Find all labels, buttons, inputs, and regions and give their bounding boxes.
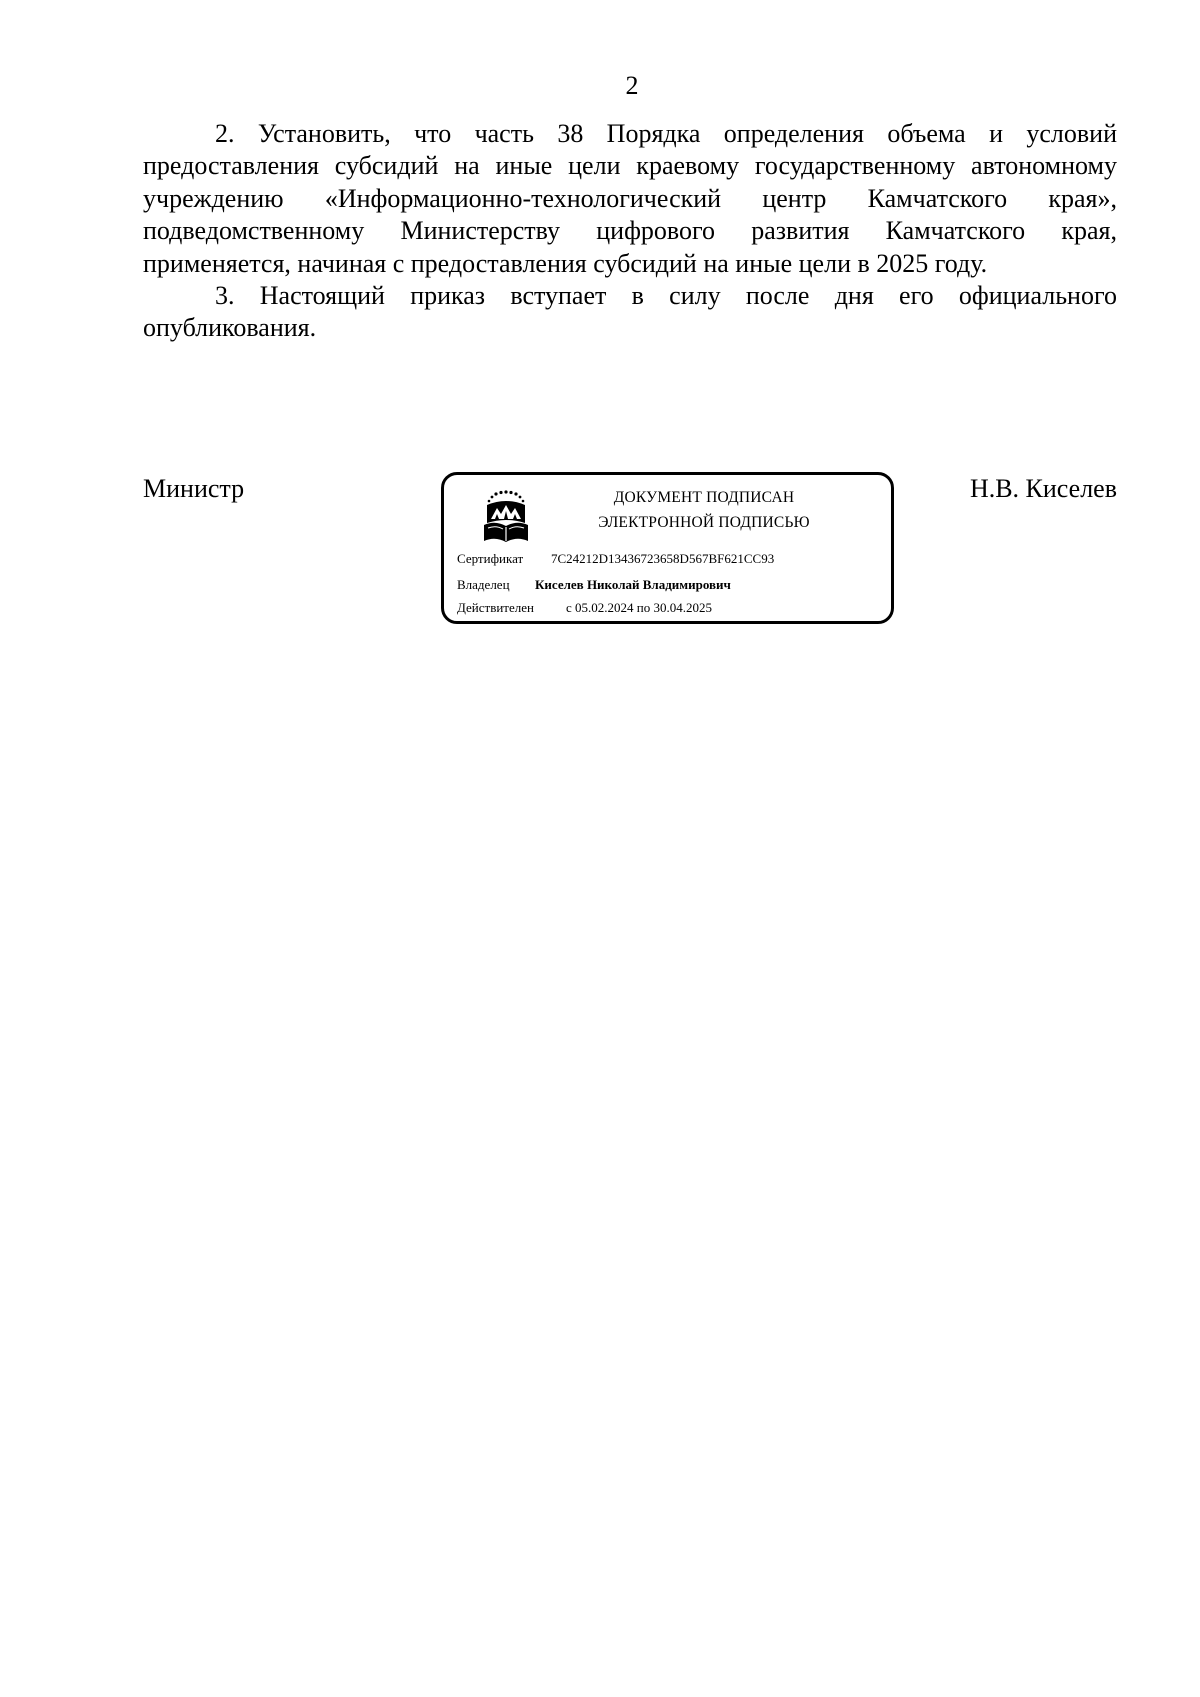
validity-value: с 05.02.2024 по 30.04.2025	[566, 600, 712, 615]
paragraph-2: 2. Установить, что часть 38 Порядка определения объема и условий предоставления субсидий на иные цели краевому государственному автономному учреждению «Информационно-технологический центр Камчатского края», подведомственному Министерству цифрового развития Камчатского края, применяется, начиная с предоставления субсидий на иные цели в 2025 году.	[143, 119, 1117, 278]
paragraph-3: 3. Настоящий приказ вступает в силу после дня его официального опубликования.	[143, 281, 1117, 343]
document-body	[143, 118, 1117, 345]
certificate-label: Сертификат	[457, 551, 524, 566]
stamp-heading-line1: ДОКУМЕНТ ПОДПИСАН	[613, 489, 795, 506]
stamp-certificate-row	[457, 550, 774, 568]
stamp-heading	[554, 485, 854, 535]
kamchatka-coat-of-arms-icon	[480, 489, 532, 547]
owner-label: Владелец	[457, 577, 510, 592]
validity-label: Действителен	[457, 600, 534, 615]
electronic-signature-stamp	[441, 472, 894, 624]
certificate-value: 7C24212D13436723658D567BF621CC93	[551, 551, 775, 566]
signer-position: Министр	[143, 474, 245, 503]
signature-block	[143, 472, 1117, 632]
signer-name: Н.В. Киселев	[969, 474, 1117, 503]
owner-value: Киселев Николай Владимирович	[535, 577, 731, 592]
stamp-validity-row	[457, 599, 712, 617]
page-number: 2	[625, 71, 639, 100]
stamp-owner-row	[457, 576, 731, 594]
stamp-heading-line2: ЭЛЕКТРОННОЙ ПОДПИСЬЮ	[598, 514, 810, 531]
